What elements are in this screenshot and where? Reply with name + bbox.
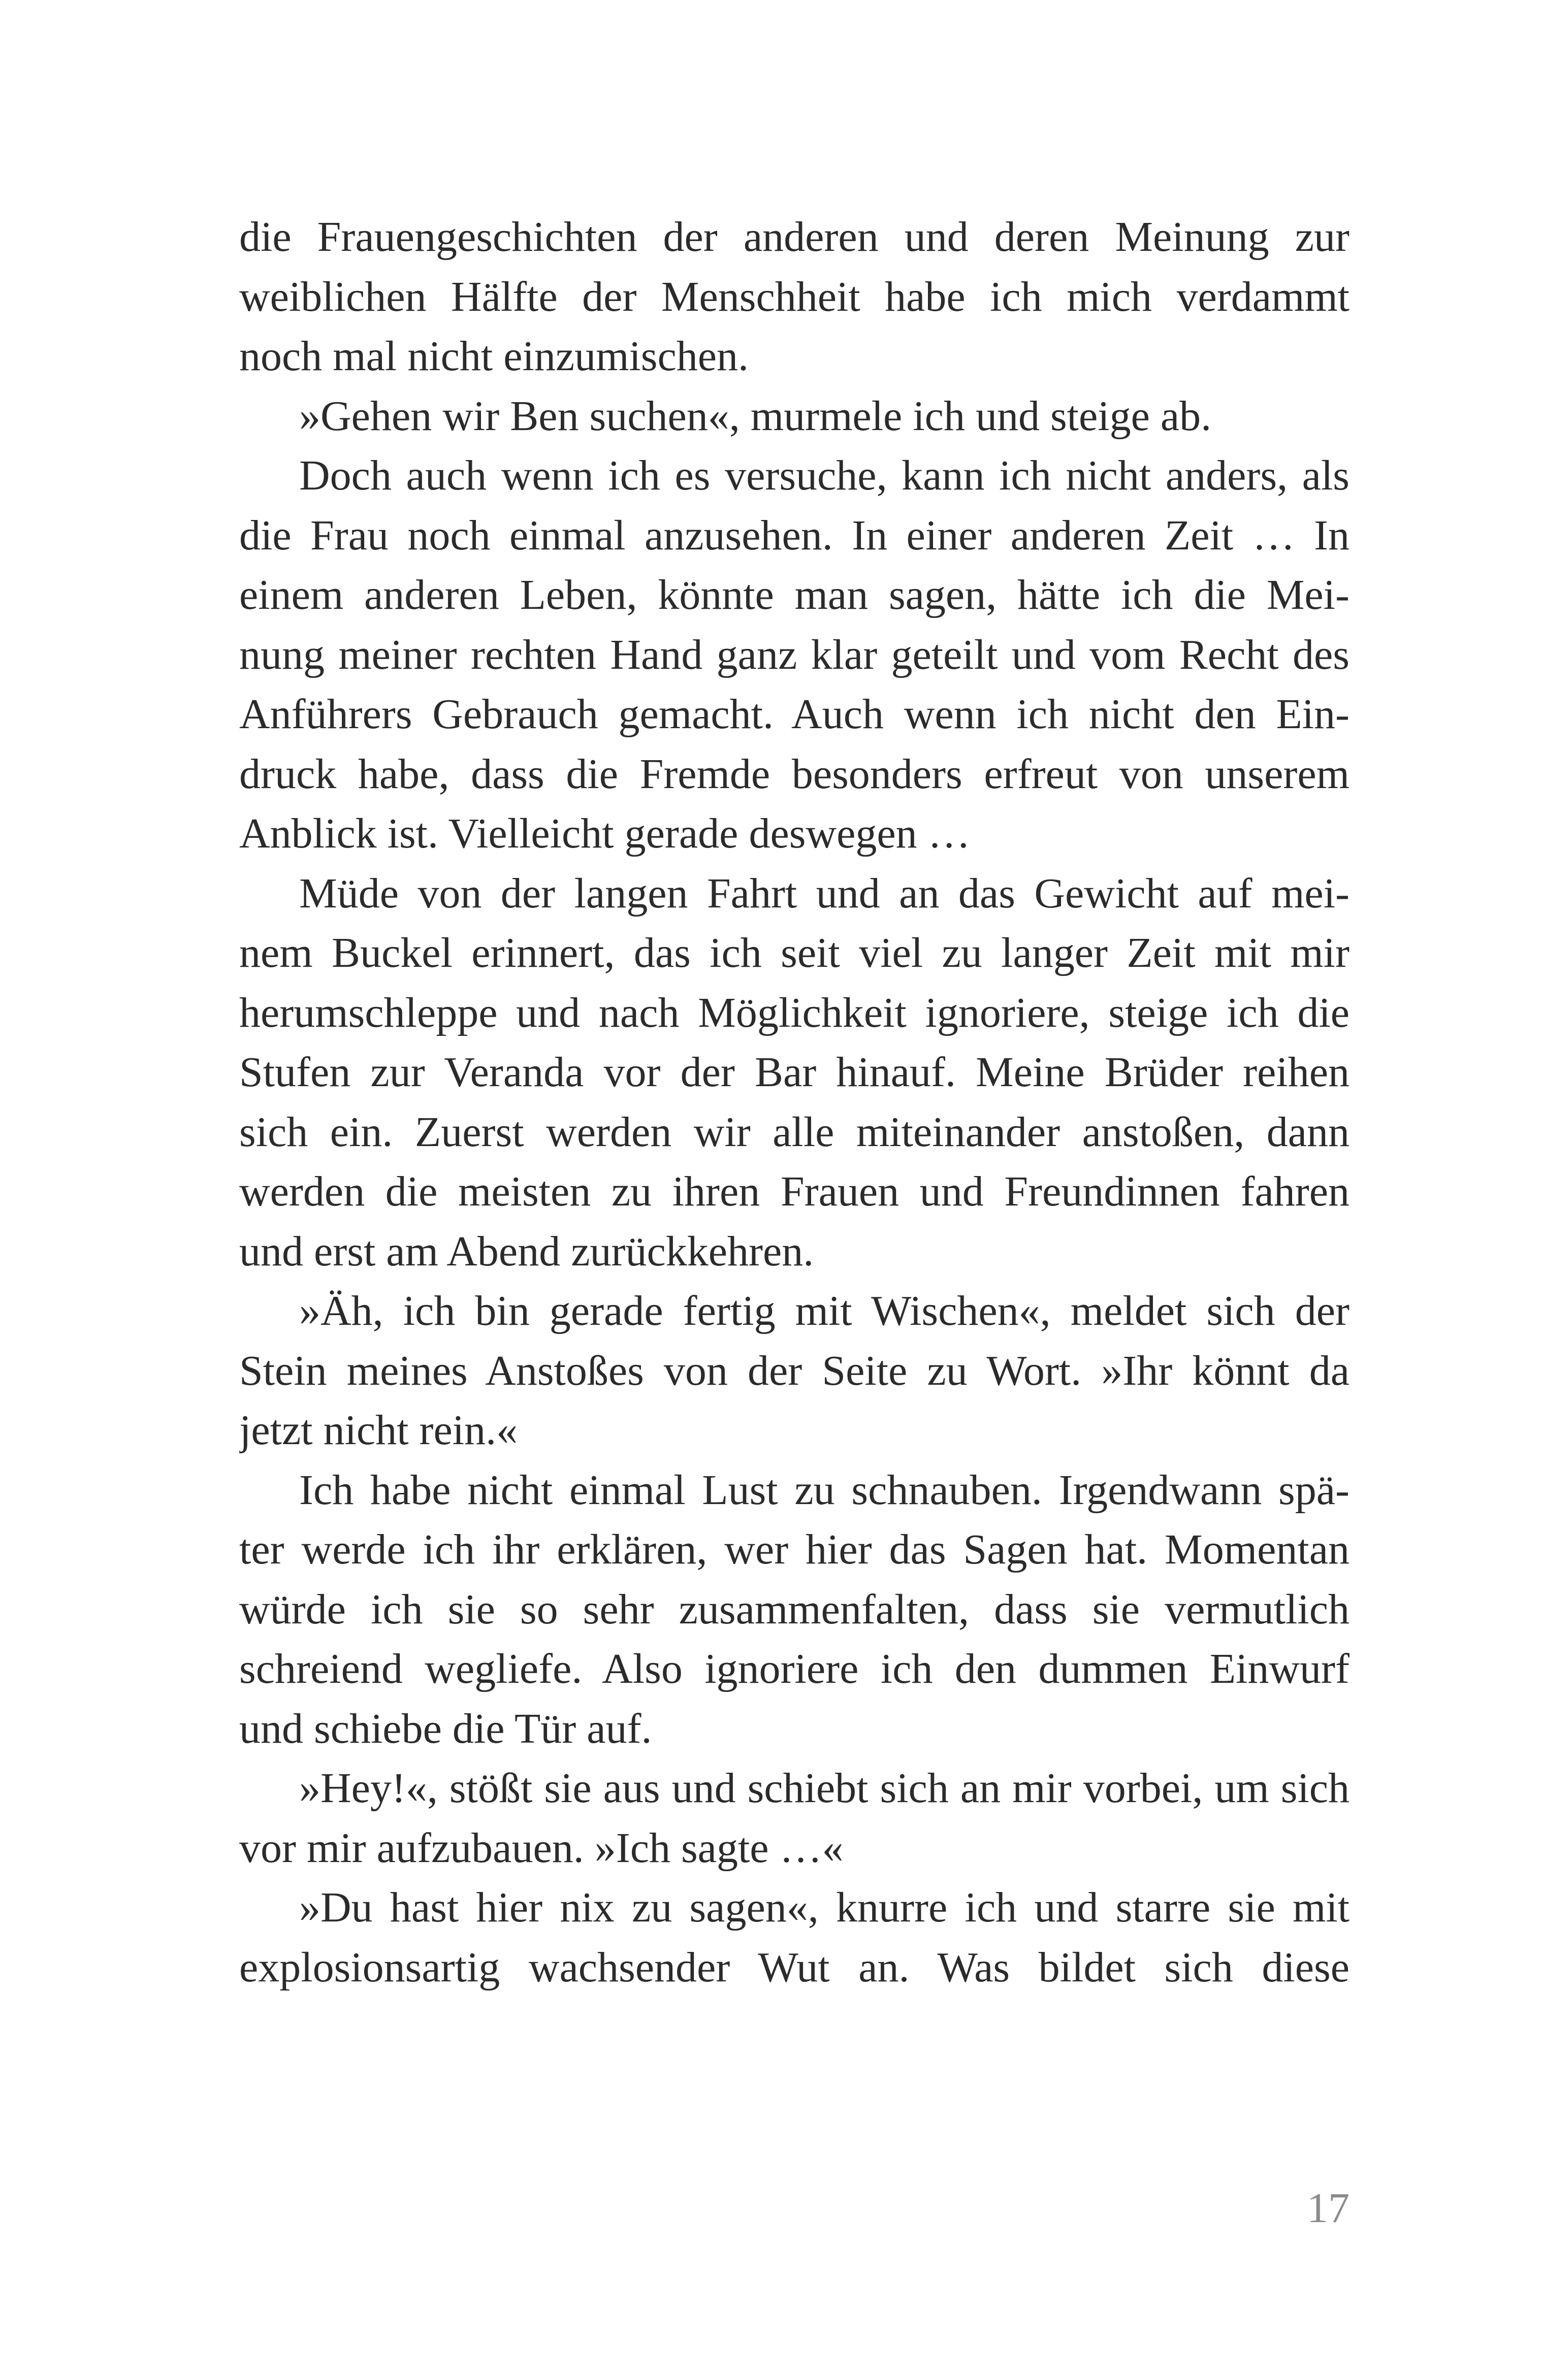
text-line: nung meiner rechten Hand ganz klar geteilt und vom Recht des [239,631,1350,678]
text-line: weiblichen Hälfte der Menschheit habe ich mich verdammt [239,273,1350,320]
text-line: einem anderen Leben, könnte man sagen, hätte ich die Mei- [239,571,1350,618]
text-line: die Frauengeschichten der anderen und deren Meinung zur [239,213,1350,260]
text-line: und schiebe die Tür auf. [239,1705,652,1752]
text-line: herumschleppe und nach Möglichkeit ignoriere, steige ich die [239,989,1350,1036]
text-line: Müde von der langen Fahrt und an das Gewicht auf mei- [299,869,1350,917]
text-line: würde ich sie so sehr zusammenfalten, dass sie vermutlich [239,1585,1350,1633]
text-line: noch mal nicht einzumischen. [239,333,749,380]
text-line: ter werde ich ihr erklären, wer hier das Sagen hat. Momentan [239,1526,1350,1573]
text-line: Doch auch wenn ich es versuche, kann ich nicht anders, als [299,452,1350,499]
text-line: werden die meisten zu ihren Frauen und Freundinnen fahren [239,1168,1350,1215]
text-line: Stufen zur Veranda vor der Bar hinauf. Meine Brüder reihen [239,1049,1350,1096]
body-text [239,207,1350,1997]
text-line: Anführers Gebrauch gemacht. Auch wenn ich nicht den Ein- [239,691,1350,738]
text-line: »Gehen wir Ben suchen«, murmele ich und steige ab. [299,392,1212,440]
text-line: »Hey!«, stößt sie aus und schiebt sich an mir vorbei, um sich [299,1765,1350,1812]
text-line: nem Buckel erinnert, das ich seit viel zu langer Zeit mit mir [239,929,1350,976]
text-line: Ich habe nicht einmal Lust zu schnauben. Irgendwann spä- [299,1466,1350,1514]
text-line: explosionsartig wachsender Wut an. Was bildet sich diese [239,1943,1350,1991]
text-line: sich ein. Zuerst werden wir alle miteinander anstoßen, dann [239,1108,1350,1156]
text-line: Anblick ist. Vielleicht gerade deswegen … [239,810,971,857]
text-line: die Frau noch einmal anzusehen. In einer anderen Zeit … In [239,511,1350,559]
text-line: und erst am Abend zurückkehren. [239,1227,814,1275]
text-line: »Du hast hier nix zu sagen«, knurre ich und starre sie mit [299,1884,1350,1931]
text-line: jetzt nicht rein.« [239,1407,518,1454]
text-line: vor mir aufzubauen. »Ich sagte …« [239,1824,844,1872]
page-number: 17 [1307,2185,1350,2232]
text-line: druck habe, dass die Fremde besonders erfreut von unserem [239,750,1350,798]
text-line: schreiend wegliefe. Also ignoriere ich den dummen Einwurf [239,1645,1350,1692]
text-line: »Äh, ich bin gerade fertig mit Wischen«, meldet sich der [299,1287,1350,1334]
text-line: Stein meines Anstoßes von der Seite zu Wort. »Ihr könnt da [239,1347,1350,1394]
